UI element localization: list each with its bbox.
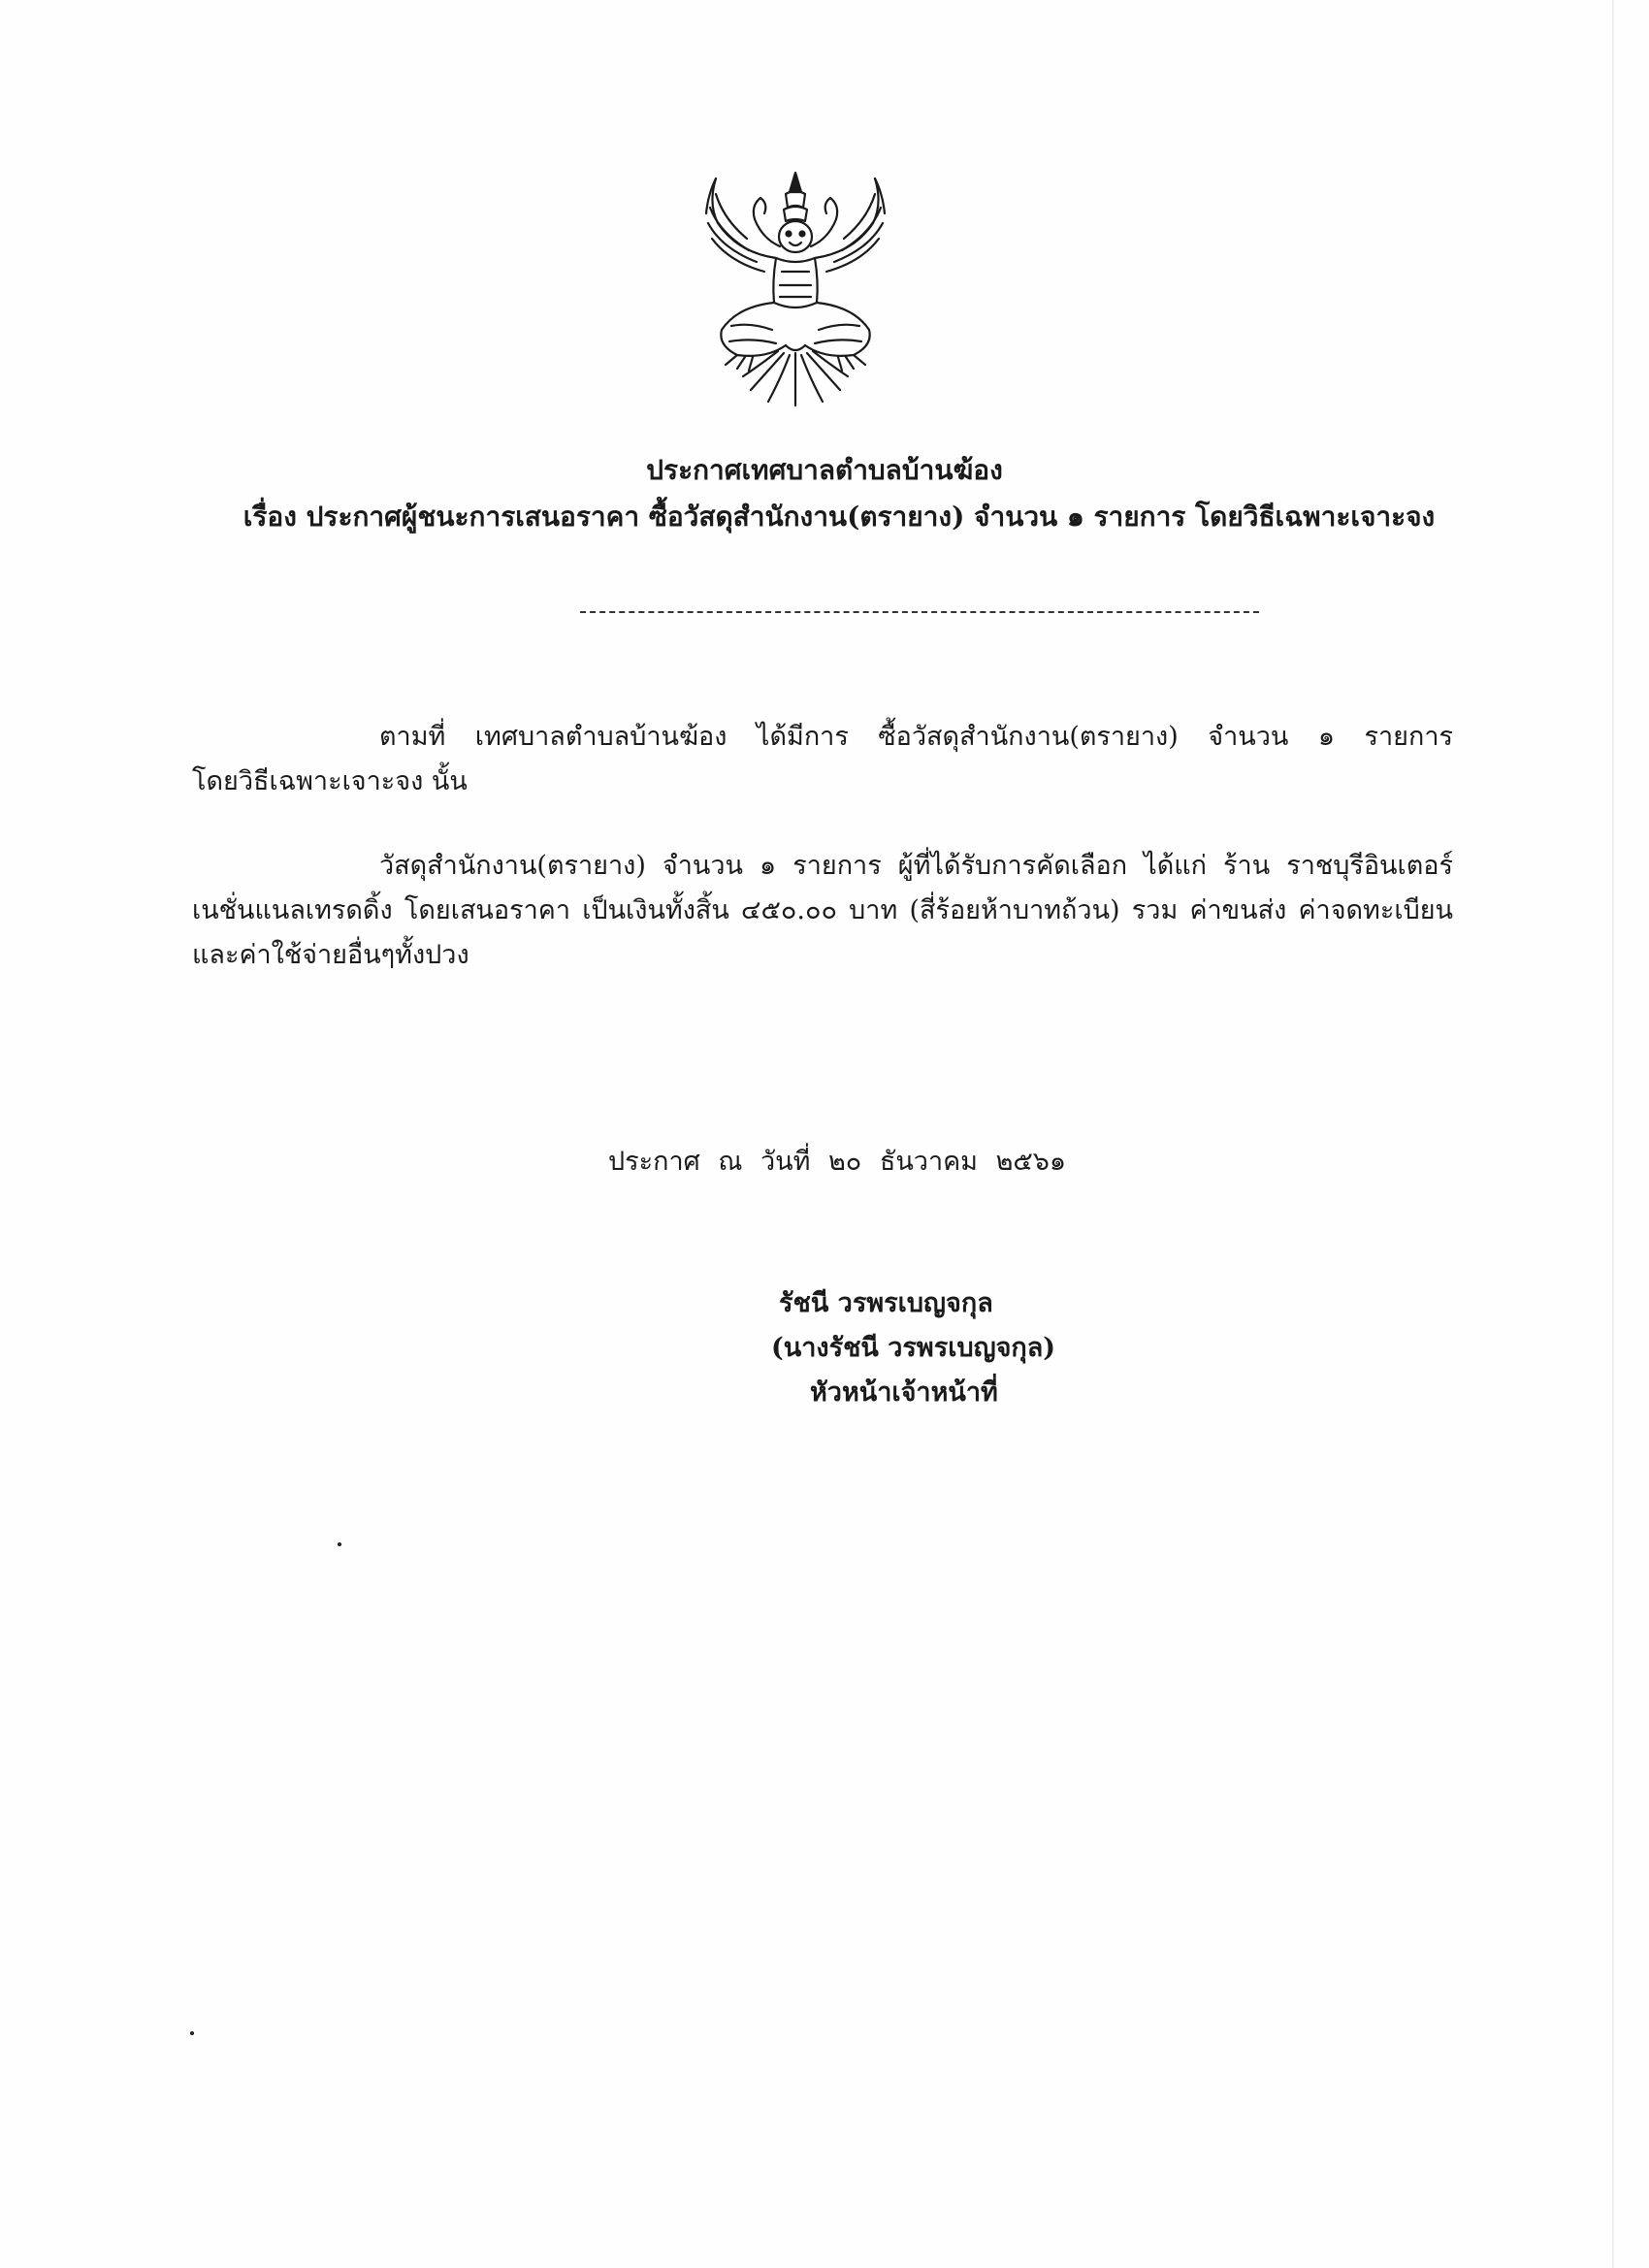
- scan-speck: [338, 1542, 341, 1546]
- scan-speck: [190, 2031, 194, 2035]
- announcement-title: ประกาศเทศบาลตำบลบ้านฆ้อง: [646, 454, 1003, 486]
- paragraph-1-line-2: โดยวิธีเฉพาะเจาะจง นั้น: [192, 766, 468, 796]
- paragraph-2-line-2: เนชั่นแนลเทรดดิ้ง โดยเสนอราคา เป็นเงินทั้งสิ้น ๔๕๐.๐๐ บาท (สี่ร้อยห้าบาทถ้วน) รวม ค่าขนส่ง ค่าจดทะเบียน: [192, 895, 1453, 925]
- paragraph-2-line-3: และค่าใช้จ่ายอื่นๆทั้งปวง: [192, 940, 469, 970]
- announcement-subject: เรื่อง ประกาศผู้ชนะการเสนอราคา ซื้อวัสดุสำนักงาน(ตรายาง) จำนวน ๑ รายการ โดยวิธีเฉพาะเจาะจง: [242, 501, 1436, 533]
- signature-full-name: (นางรัชนี วรพรเบญจกุล): [771, 1333, 1056, 1363]
- scan-edge: [1612, 0, 1614, 2268]
- garuda-emblem-icon: [679, 165, 912, 412]
- signature-name: รัชนี วรพรเบญจกุล: [779, 1288, 993, 1318]
- announcement-date: ประกาศ ณ วันที่ ๒๐ ธันวาคม ๒๕๖๑: [608, 1147, 1067, 1177]
- paragraph-2-line-1: วัสดุสำนักงาน(ตรายาง) จำนวน ๑ รายการ ผู้ที่ได้รับการคัดเลือก ได้แก่ ร้าน ราชบุรีอินเตอร์: [379, 851, 1453, 881]
- paragraph-1-line-1: ตามที่ เทศบาลตำบลบ้านฆ้อง ได้มีการ ซื้อวัสดุสำนักงาน(ตรายาง) จำนวน ๑ รายการ: [379, 722, 1453, 752]
- dashed-divider: [580, 611, 1259, 613]
- signature-position: หัวหน้าเจ้าหน้าที่: [810, 1377, 998, 1408]
- paragraph-1: [192, 715, 1453, 804]
- paragraph-2: [192, 844, 1453, 978]
